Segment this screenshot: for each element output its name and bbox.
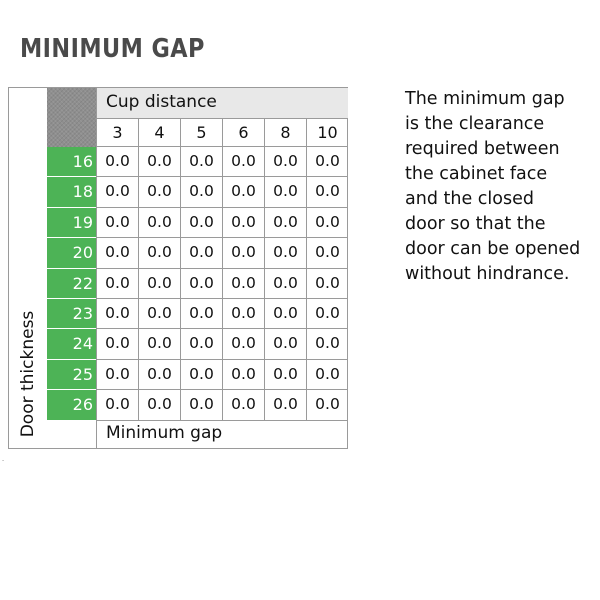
table-cell: 0.0 [96, 299, 138, 328]
description-line: and the closed [405, 189, 534, 209]
row-header-door-thickness: 24 [47, 329, 96, 359]
table-cell: 0.0 [222, 299, 264, 328]
table-cell: 0.0 [180, 147, 222, 176]
table-cell: 0.0 [306, 147, 348, 176]
table-cell: 0.0 [306, 177, 348, 206]
table-cell: 0.0 [264, 269, 306, 298]
minimum-gap-footer [96, 421, 348, 448]
table-cell: 0.0 [264, 299, 306, 328]
table-cell: 0.0 [180, 208, 222, 237]
table-cell: 0.0 [96, 329, 138, 358]
row-cells [96, 329, 348, 359]
table-row [47, 299, 348, 329]
table-body [47, 147, 348, 421]
table-row [47, 329, 348, 359]
stray-mark: - [2, 457, 5, 464]
table-cell: 0.0 [138, 269, 180, 298]
description-line: The minimum gap [405, 89, 565, 109]
row-cells [96, 269, 348, 299]
table-cell: 0.0 [96, 390, 138, 419]
description-line: is the clearance [405, 114, 545, 134]
door-thickness-label: Door thickness [18, 310, 38, 438]
table-cell: 0.0 [222, 329, 264, 358]
description-line: the cabinet face [405, 164, 548, 184]
row-cells [96, 177, 348, 207]
table-row [47, 390, 348, 420]
cup-distance-label: Cup distance [106, 92, 217, 112]
table-cell: 0.0 [138, 390, 180, 419]
table-cell: 0.0 [96, 177, 138, 206]
table-cell: 0.0 [180, 177, 222, 206]
table-cell: 0.0 [138, 147, 180, 176]
column-header: 4 [138, 119, 180, 146]
table-cell: 0.0 [264, 390, 306, 419]
table-cell: 0.0 [138, 208, 180, 237]
table-cell: 0.0 [96, 360, 138, 389]
table-cell: 0.0 [306, 208, 348, 237]
row-header-door-thickness: 26 [47, 390, 96, 420]
row-header-door-thickness: 16 [47, 147, 96, 177]
page-title: MINIMUM GAP [20, 34, 205, 64]
table-cell: 0.0 [180, 329, 222, 358]
table-cell: 0.0 [306, 269, 348, 298]
column-header-row [96, 118, 348, 147]
column-header: 6 [222, 119, 264, 146]
table-cell: 0.0 [306, 238, 348, 267]
minimum-gap-table [8, 87, 348, 449]
table-cell: 0.0 [180, 238, 222, 267]
table-cell: 0.0 [96, 208, 138, 237]
row-header-door-thickness: 22 [47, 269, 96, 299]
table-cell: 0.0 [222, 208, 264, 237]
table-cell: 0.0 [96, 269, 138, 298]
table-cell: 0.0 [138, 299, 180, 328]
corner-block [47, 88, 96, 147]
table-row [47, 147, 348, 177]
table-cell: 0.0 [222, 177, 264, 206]
table-cell: 0.0 [264, 147, 306, 176]
table-row [47, 208, 348, 238]
table-cell: 0.0 [222, 147, 264, 176]
cup-distance-header [96, 88, 348, 118]
table-cell: 0.0 [180, 269, 222, 298]
table-cell: 0.0 [180, 360, 222, 389]
table-cell: 0.0 [264, 177, 306, 206]
row-cells [96, 299, 348, 329]
table-row [47, 238, 348, 268]
row-header-door-thickness: 25 [47, 360, 96, 390]
table-cell: 0.0 [264, 208, 306, 237]
description-line: door can be opened [405, 239, 581, 259]
table-row [47, 177, 348, 207]
minimum-gap-label: Minimum gap [106, 423, 223, 443]
description-text [405, 87, 600, 287]
door-thickness-axis [9, 88, 47, 448]
table-cell: 0.0 [222, 269, 264, 298]
table-cell: 0.0 [222, 390, 264, 419]
table-row [47, 360, 348, 390]
column-header: 8 [264, 119, 306, 146]
table-cell: 0.0 [180, 299, 222, 328]
column-header: 3 [96, 119, 138, 146]
description-line: without hindrance. [405, 264, 570, 284]
table-cell: 0.0 [96, 147, 138, 176]
table-cell: 0.0 [222, 238, 264, 267]
column-header: 5 [180, 119, 222, 146]
table-row [47, 269, 348, 299]
table-cell: 0.0 [96, 238, 138, 267]
table-cell: 0.0 [138, 329, 180, 358]
description-line: required between [405, 139, 560, 159]
table-cell: 0.0 [306, 360, 348, 389]
column-header: 10 [306, 119, 348, 146]
table-cell: 0.0 [222, 360, 264, 389]
table-cell: 0.0 [306, 329, 348, 358]
table-cell: 0.0 [264, 360, 306, 389]
table-cell: 0.0 [138, 360, 180, 389]
row-cells [96, 208, 348, 238]
row-cells [96, 238, 348, 268]
row-cells [96, 147, 348, 177]
row-cells [96, 390, 348, 420]
table-cell: 0.0 [138, 238, 180, 267]
table-cell: 0.0 [264, 238, 306, 267]
row-header-door-thickness: 18 [47, 177, 96, 207]
description-line: door so that the [405, 214, 546, 234]
table-cell: 0.0 [306, 299, 348, 328]
table-cell: 0.0 [264, 329, 306, 358]
row-header-door-thickness: 23 [47, 299, 96, 329]
table-cell: 0.0 [180, 390, 222, 419]
row-header-door-thickness: 20 [47, 238, 96, 268]
row-cells [96, 360, 348, 390]
table-cell: 0.0 [138, 177, 180, 206]
row-header-door-thickness: 19 [47, 208, 96, 238]
table-cell: 0.0 [306, 390, 348, 419]
